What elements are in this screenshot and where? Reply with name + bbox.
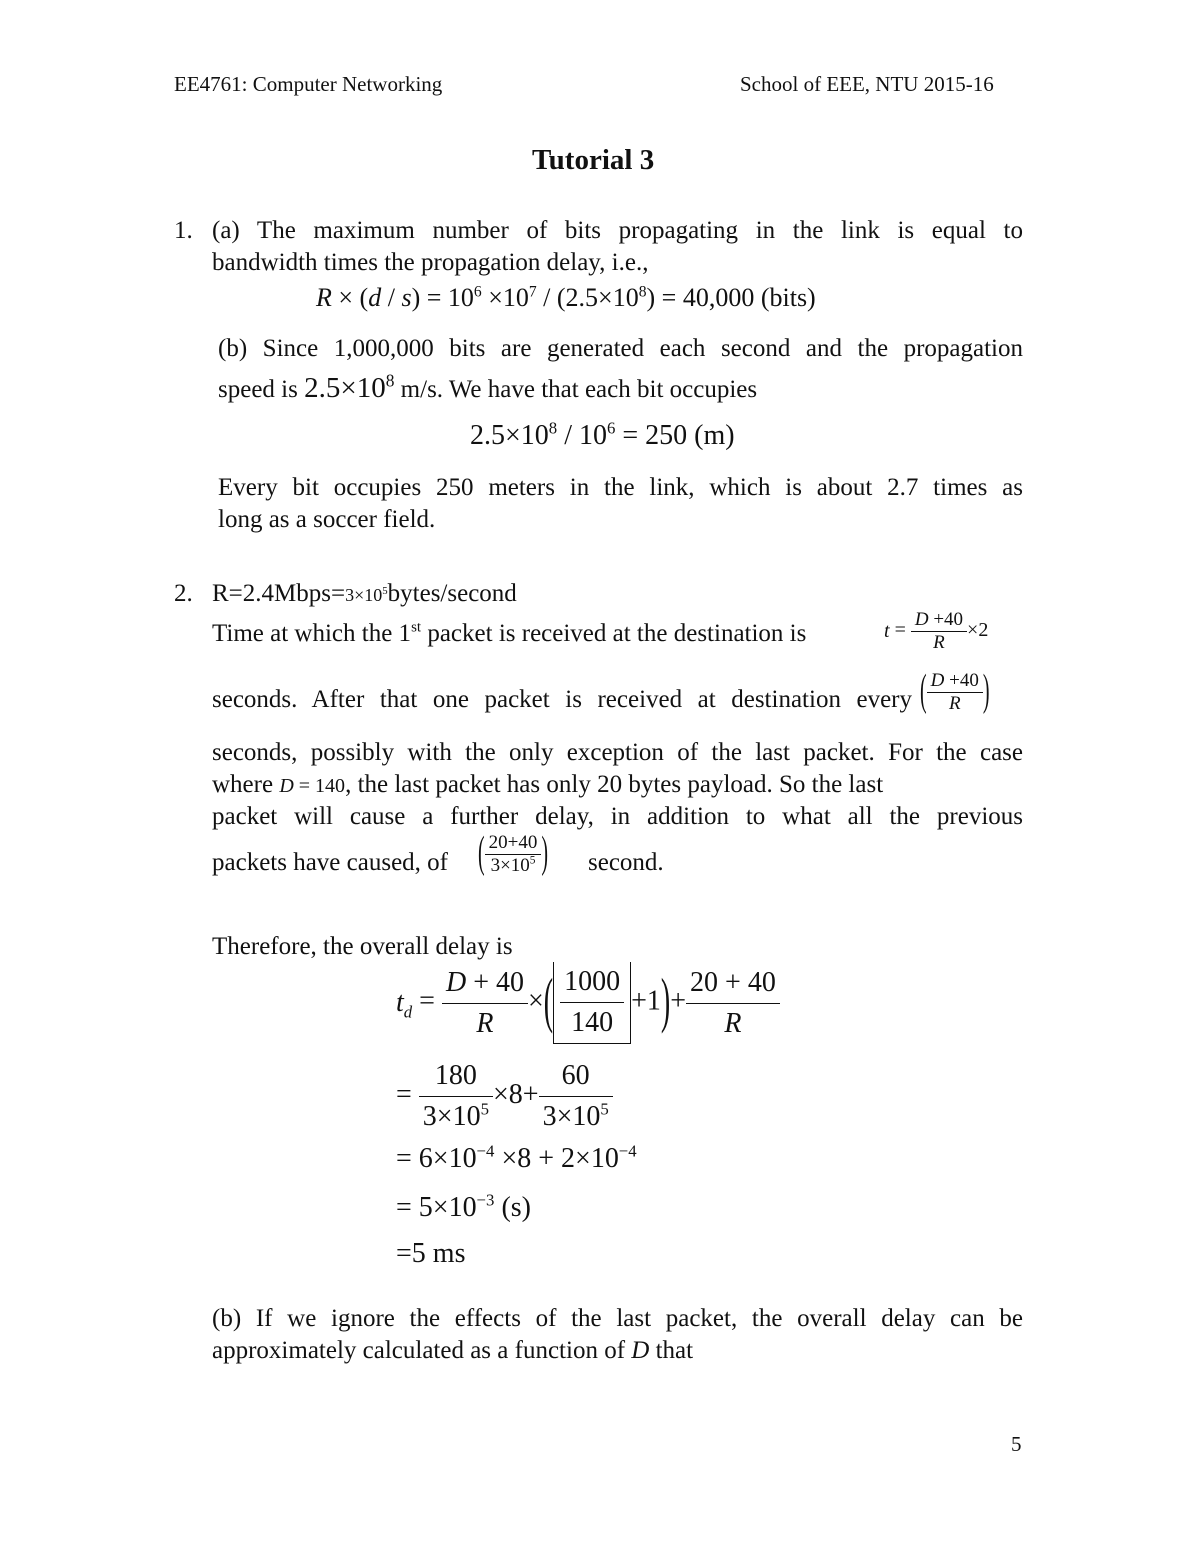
- q1b-line2: [218, 372, 757, 406]
- q2-seconds-line: seconds. After that one packet is received at destination every: [212, 686, 912, 713]
- delay-result-ms: =5 ms: [396, 1238, 466, 1269]
- q1-conclusion-line1: Every bit occupies 250 meters in the link, which is about 2.7 times as: [218, 474, 1023, 501]
- delay-step-1: = $\frac{180}{3\times 10^5}$ ×8+ $\frac{60}{3\times 10^5}$: [396, 1056, 613, 1137]
- page-title: Tutorial 3: [532, 144, 655, 176]
- delay-step-2: = $6\times 10^{-4} \times 8 + 2\times 10^{-4}$: [396, 1141, 637, 1174]
- q2-para-line4-prefix: packets have caused, of: [212, 849, 448, 876]
- q2-para-line1: seconds, possibly with the only exception of the last packet. For the case: [212, 739, 1023, 766]
- q2b-line2-prefix: approximately calculated as a function of: [212, 1337, 626, 1364]
- q2-para-line2-suffix: , the last packet has only 20 bytes payload. So the last: [345, 771, 884, 798]
- q2b-line1: (b) If we ignore the effects of the last packet, the overall delay can be: [212, 1305, 1023, 1332]
- q2-therefore: Therefore, the overall delay is: [212, 933, 513, 960]
- q2-time-suffix: packet is received at the destination is: [427, 620, 807, 647]
- q1b-line1: (b) Since 1,000,000 bits are generated each second and the propagation: [218, 335, 1023, 362]
- q2-para-line2-prefix: where: [212, 771, 274, 798]
- q2b-line2: [212, 1335, 693, 1367]
- q1a-equation: $R \times (d / s) = 10^6 \times 10^7 / (2.5\times 10^8) = 40,000$ (bits): [316, 283, 816, 312]
- q2-rate: [212, 578, 517, 611]
- q2-time-line: [212, 618, 806, 650]
- q1-number: 1.: [174, 217, 193, 244]
- q1b-line2-suffix: m/s. We have that each bit occupies: [400, 376, 758, 403]
- q2-para-line3: packet will cause a further delay, in addition to what all the previous: [212, 803, 1023, 830]
- q2-para-line4-suffix: second.: [588, 849, 664, 876]
- propagation-speed-math: $2.5\times 10^8$: [304, 370, 395, 404]
- q2b-line2-suffix: that: [655, 1337, 694, 1364]
- q2-time-prefix: Time at which the 1: [212, 620, 412, 647]
- q2-rate-suffix: bytes/second: [387, 580, 517, 607]
- q2-number: 2.: [174, 580, 193, 607]
- overall-delay-formula: $t_d$ = $\frac{D + 40}{R}$ ×( $\frac{1000}{140}$ +1)+ $\frac{20 + 40}{R}$: [396, 962, 780, 1044]
- delay-step-3: = $5\times 10^{-3}$ (s): [396, 1190, 531, 1223]
- packet-interval-formula: ( $\frac{D +40}{R}$ ): [920, 667, 990, 716]
- header-school: School of EEE, NTU 2015-16: [740, 72, 994, 96]
- header-course: EE4761: Computer Networking: [174, 72, 443, 96]
- q2-rate-prefix: R=2.4Mbps=: [212, 580, 346, 607]
- q2-para-line2: [212, 769, 1023, 802]
- last-packet-delay-formula: ( $\frac{20+40}{3\times 10^5}$ ): [478, 829, 549, 878]
- q2-para-line4: [212, 847, 448, 879]
- q1b-line2-prefix: speed is: [218, 376, 298, 403]
- rate-bytes-math: $3\times 10^5$: [345, 585, 388, 605]
- q1a-line1: (a) The maximum number of bits propagating in the link is equal to: [212, 217, 1023, 244]
- q1b-equation: $2.5\times 10^8 / 10^6 = 250$ (m): [470, 418, 735, 451]
- first-packet-time-formula: t = $\frac{D +40}{R}$ ×2: [884, 609, 989, 653]
- page-number: 5: [1011, 1432, 1022, 1456]
- q1-conclusion-line2: long as a soccer field.: [218, 506, 436, 533]
- q2b-line2-var: D: [631, 1337, 650, 1364]
- q2-time-sup: st: [411, 619, 422, 636]
- d-equals-140-math: D = 140: [279, 775, 346, 797]
- q1a-line2: bandwidth times the propagation delay, i.e.,: [212, 249, 649, 276]
